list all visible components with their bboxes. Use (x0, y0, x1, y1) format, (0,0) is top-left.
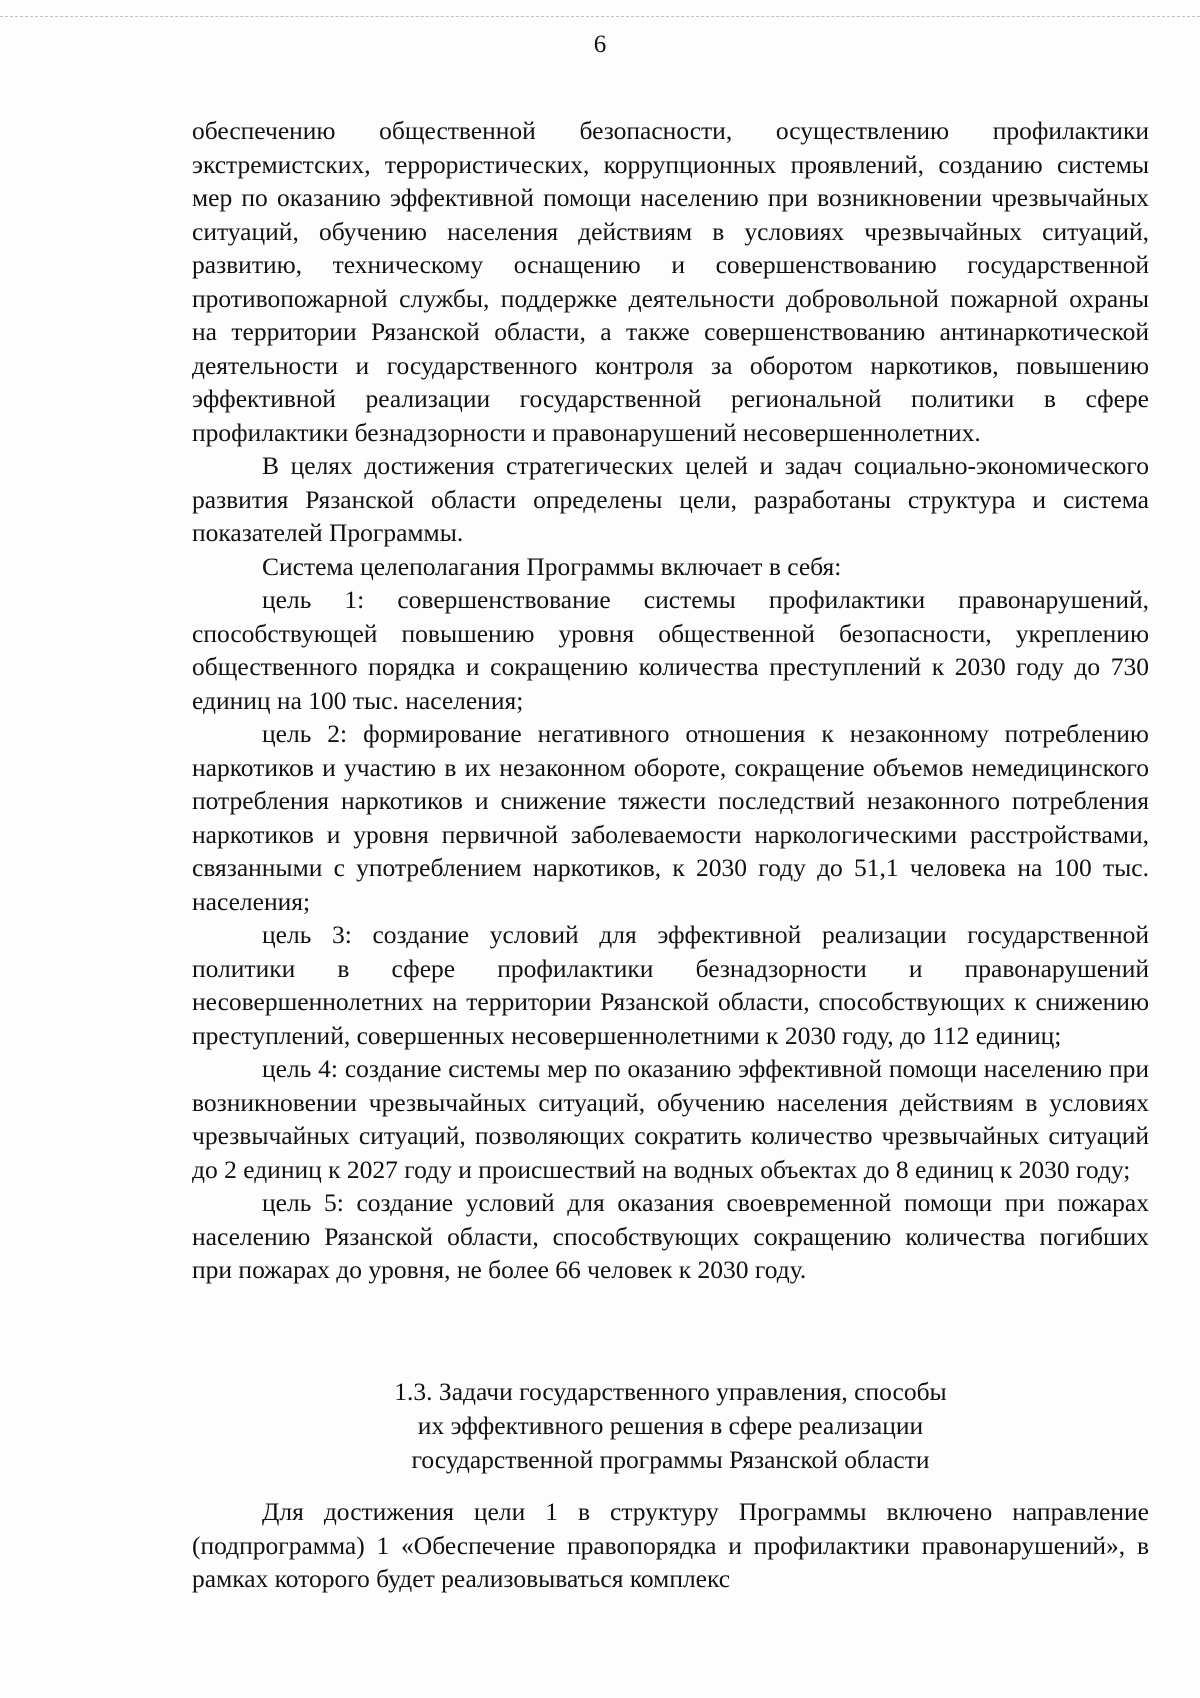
section-heading-line: государственной программы Рязанской области (411, 1445, 930, 1474)
section-heading-line: их эффективного решения в сфере реализации (417, 1411, 924, 1440)
body-text (192, 114, 1149, 1287)
scan-edge-line (0, 16, 1200, 18)
goal-item-5: цель 5: создание условий для оказания своевременной помощи при пожарах населению Рязанской области, способствующих сокращению количества погибших при пожарах до уровня, не более 66 человек к 2030 году. (192, 1188, 1149, 1284)
section-paragraph: Для достижения цели 1 в структуру Программы включено направление (подпрограмма) 1 «Обеспечение правопорядка и профилактики правонарушений», в рамках которого будет реализовываться комплекс (192, 1497, 1149, 1593)
body-paragraph: В целях достижения стратегических целей и задач социально-экономического развития Рязанской области определены цели, разработаны структура и система показателей Программы. (192, 451, 1149, 547)
section-heading-line: 1.3. Задачи государственного управления, способы (394, 1377, 947, 1406)
goal-item-1: цель 1: совершенствование системы профилактики правонарушений, способствующей повышению уровня общественной безопасности, укреплению общественного порядка и сокращению количества преступлений к 2030 году до 730 единиц на 100 тыс. населения; (192, 585, 1149, 715)
section-text (192, 1495, 1149, 1596)
goal-item-4: цель 4: создание системы мер по оказанию эффективной помощи населению при возникновении чрезвычайных ситуаций, обучению населения действиям в условиях чрезвычайных ситуаций, позволяющих сократить количество чрезвычайных ситуаций до 2 единиц к 2027 году и происшествий на водных объектах до 8 единиц к 2030 году; (192, 1054, 1149, 1184)
body-paragraph: Система целеполагания Программы включает в себя: (262, 551, 842, 581)
section-heading (192, 1375, 1149, 1477)
goal-item-2: цель 2: формирование негативного отношения к незаконному потреблению наркотиков и участию в их незаконном обороте, сокращение объемов немедицинского потребления наркотиков и снижение тяжести последствий незаконного потребления наркотиков и уровня первичной заболеваемости наркологическими расстройствами, связанными с употреблением наркотиков, к 2030 году до 51,1 человека на 100 тыс. населения; (192, 719, 1149, 916)
goal-item-3: цель 3: создание условий для эффективной реализации государственной политики в сфере профилактики безнадзорности и правонарушений несовершеннолетних на территории Рязанской области, способствующих к снижению преступлений, совершенных несовершеннолетними к 2030 году, до 112 единиц; (192, 920, 1149, 1050)
body-paragraph-continuation: обеспечению общественной безопасности, осуществлению профилактики экстремистских, террористических, коррупционных проявлений, созданию системы мер по оказанию эффективной помощи населению при возникновении чрезвычайных ситуаций, обучению населения действиям в условиях чрезвычайных ситуаций, развитию, техническому оснащению и совершенствованию государственной противопожарной службы, поддержке деятельности добровольной пожарной охраны на территории Рязанской области, а также совершенствованию антинаркотической деятельности и государственного контроля за оборотом наркотиков, повышению эффективной реализации государственной региональной политики в сфере профилактики безнадзорности и правонарушений несовершеннолетних. (192, 116, 1149, 447)
page-number: 6 (593, 31, 607, 58)
